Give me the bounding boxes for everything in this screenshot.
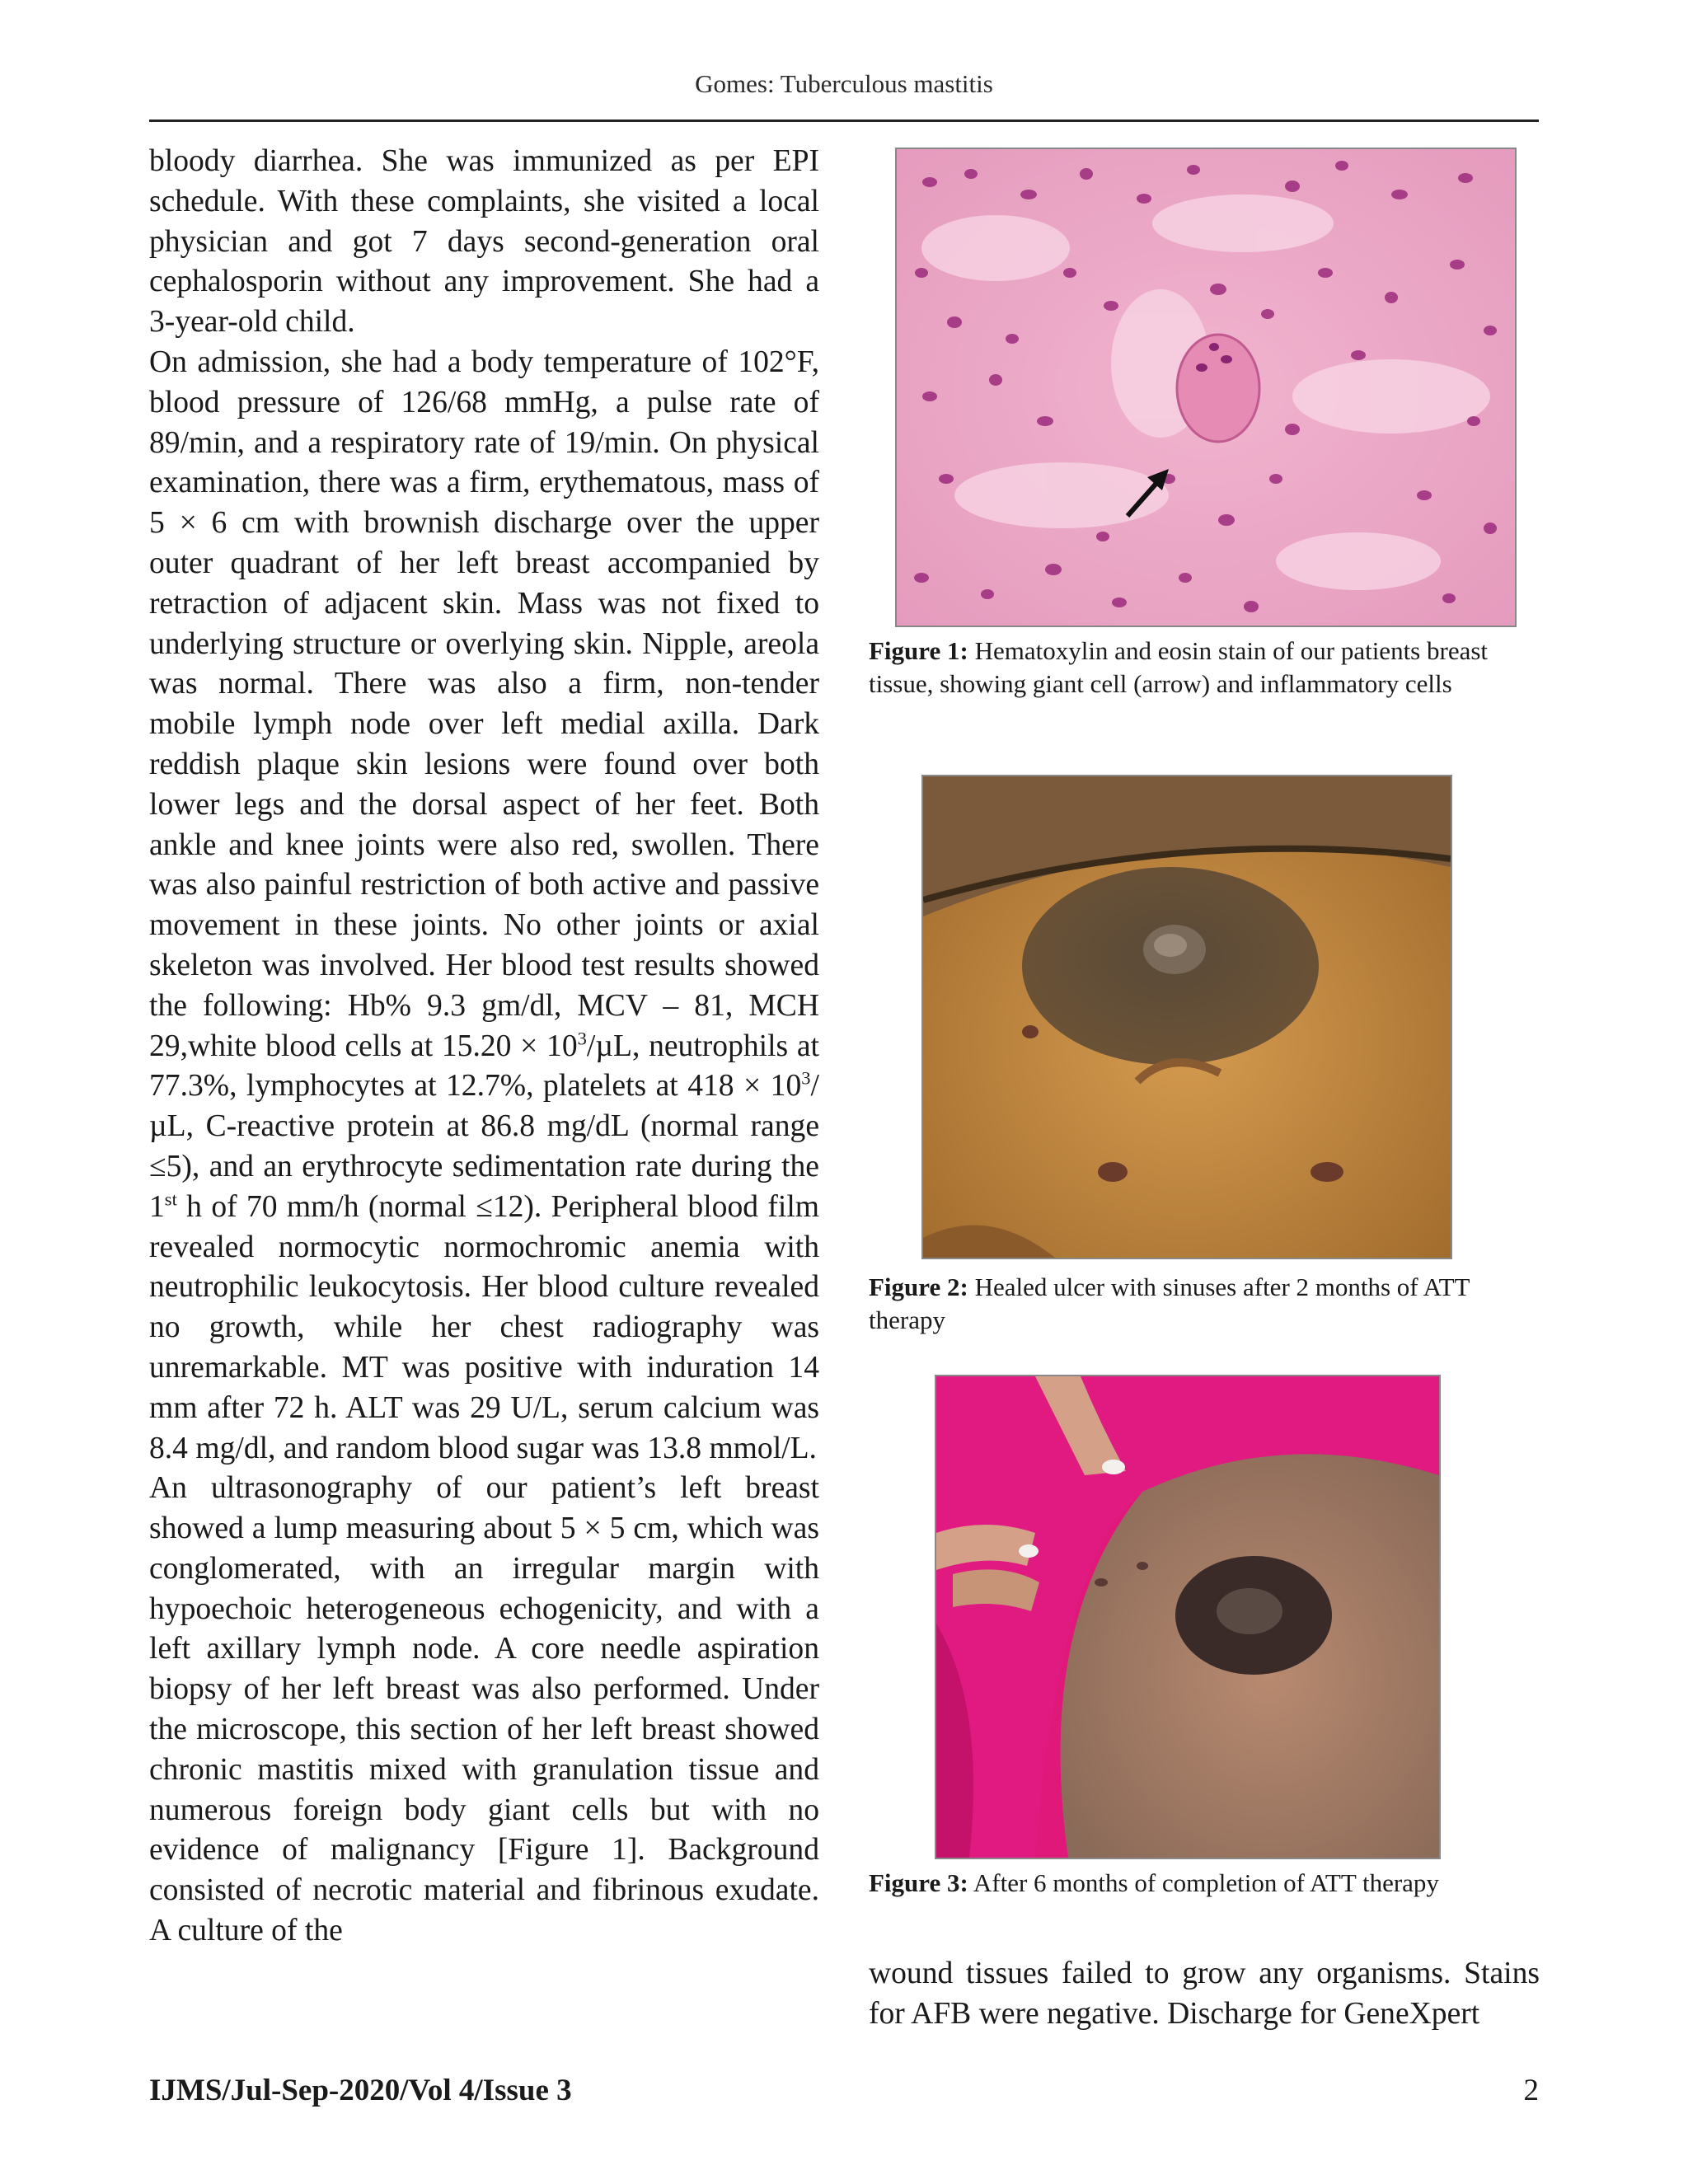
- superscript-st: st: [164, 1188, 177, 1210]
- figure-1-image: [895, 148, 1517, 627]
- figure-3-caption: [869, 1867, 1540, 1900]
- paragraph-2-part-d: h of 70 mm/h (normal ≤12). Peripheral blood film revealed normocytic normochromic anemia with neutrophilic leukocytosis. Her blood culture revealed no growth, while her chest radiography was unremarkable. MT was positive with induration 14 mm after 72 h. ALT was 29 U/L, serum calcium was 8.4 mg/dl, and random blood sugar was 13.8 mmol/L.: [149, 1189, 819, 1465]
- header-rule: [149, 120, 1539, 122]
- figure-2-image: [921, 775, 1452, 1259]
- figure-3-image: [935, 1375, 1441, 1859]
- paragraph-3: An ultrasonography of our patient’s left breast showed a lump measuring about 5 × 5 cm, which was conglomerated, with an irregular margin with hypoechoic heterogeneous echogenicity, and with a left axillary lymph node. A core needle aspiration biopsy of her left breast was also performed. Under the microscope, this section of her left breast showed chronic mastitis mixed with granulation tissue and numerous foreign body giant cells but with no evidence of malignancy [Figure 1]. Background consisted of necrotic material and fibrinous exudate. A culture of the: [149, 1471, 819, 1948]
- paragraph-2-part-c: /µL, C-reactive protein at 86.8 mg/dL (normal range ≤5), and an erythrocyte sedimentation rate during the 1: [149, 1069, 819, 1224]
- figure-3-label: Figure 3:: [869, 1868, 968, 1897]
- figure-1-caption-text: Hematoxylin and eosin stain of our patients breast tissue, showing giant cell (arrow) and inflammatory cells: [869, 636, 1489, 698]
- clinical-photo-healed-ulcer: [923, 776, 1451, 1258]
- figure-1-caption: [869, 635, 1540, 701]
- page-number: 2: [1523, 2074, 1539, 2107]
- paragraph-2-part-a: On admission, she had a body temperature of 102°F, blood pressure of 126/68 mmHg, a pulse rate of 89/min, and a respiratory rate of 19/min. On physical examination, there was a firm, erythematous, mass of 5 × 6 cm with brownish discharge over the upper outer quadrant of her left breast accompanied by retraction of adjacent skin. Mass was not fixed to underlying structure or overlying skin. Nipple, areola was normal. There was also a firm, non-tender mobile lymph node over left medial axilla. Dark reddish plaque skin lesions were found over both lower legs and the dorsal aspect of her feet. Both ankle and knee joints were also red, swollen. There was also painful restriction of both active and passive movement in these joints. No other joints or axial skeleton was involved. Her blood test results showed the following: Hb% 9.3 gm/dl, MCV – 81, MCH 29,white blood cells at 15.20 × 10: [149, 344, 819, 1063]
- running-title: Gomes: Tuberculous mastitis: [695, 69, 993, 98]
- superscript-3-b: 3: [801, 1067, 811, 1089]
- paragraph-continued: wound tissues failed to grow any organisms. Stains for AFB were negative. Discharge for GeneXpert: [869, 1957, 1540, 2031]
- figure-2-label: Figure 2:: [869, 1272, 968, 1301]
- figure-3-caption-text: After 6 months of completion of ATT therapy: [968, 1868, 1439, 1897]
- right-column-text: [869, 1954, 1540, 2035]
- paragraph-1: bloody diarrhea. She was immunized as per EPI schedule. With these complaints, she visited a local physician and got 7 days second-generation oral cephalosporin without any improvement. She had a 3-year-old child.: [149, 144, 819, 340]
- histology-micrograph: [897, 149, 1515, 626]
- footer-journal-info: IJMS/Jul-Sep-2020/Vol 4/Issue 3: [149, 2074, 572, 2107]
- superscript-3-a: 3: [577, 1028, 587, 1048]
- figure-2-caption-text: Healed ulcer with sinuses after 2 months of ATT therapy: [869, 1272, 1470, 1334]
- left-column: [149, 142, 819, 1952]
- paragraph-2-part-b: /µL, neutrophils at 77.3%, lymphocytes at 12.7%, platelets at 418 × 10: [149, 1029, 819, 1104]
- clinical-photo-after-therapy: [936, 1376, 1439, 1858]
- paragraph-2: [149, 343, 819, 1469]
- figure-2-caption: [869, 1271, 1540, 1337]
- figure-1-label: Figure 1:: [869, 636, 968, 665]
